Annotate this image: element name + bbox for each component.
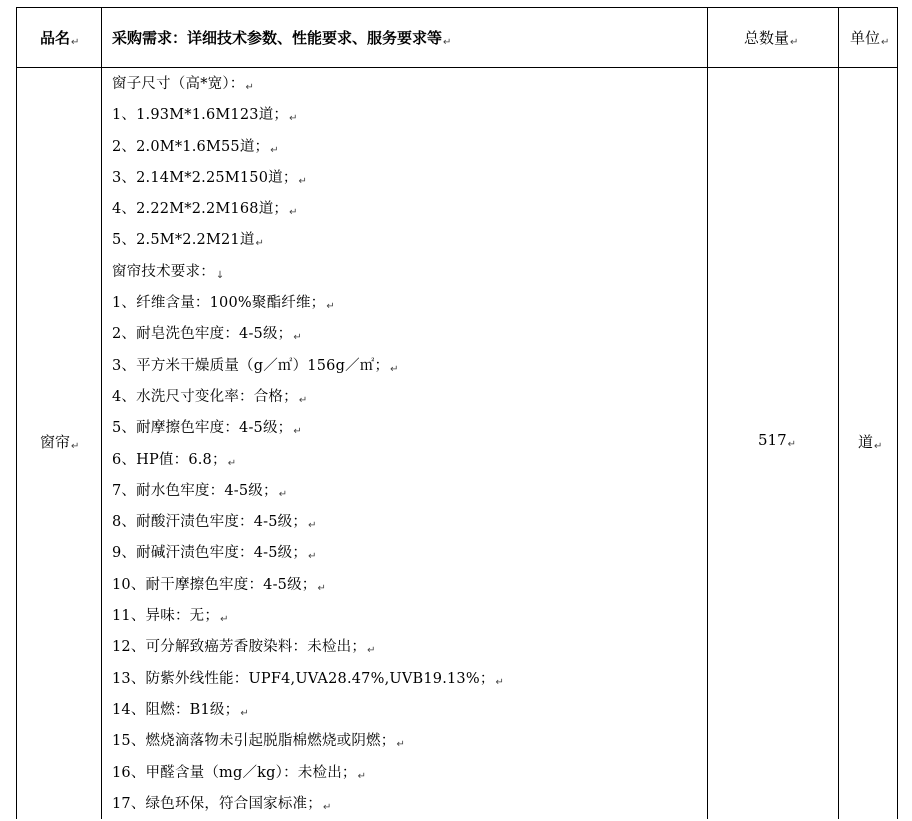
header-requirements: 采购需求：详细技术参数、性能要求、服务要求等↵ [112, 29, 452, 48]
requirement-line: 3、平方米干燥质量（g／㎡）156g／㎡；↵ [112, 357, 399, 375]
requirement-line: 16、甲醛含量（mg／kg）：未检出；↵ [112, 764, 367, 782]
requirement-line: 窗子尺寸（高*宽）：↵ [112, 76, 255, 93]
requirements-list [112, 69, 504, 820]
header-unit: 单位↵ [850, 29, 890, 48]
requirement-line: 5、耐摩擦色牢度：4-5级；↵ [112, 420, 302, 438]
header-product-name: 品名↵ [40, 29, 80, 48]
requirement-line: 7、耐水色牢度：4-5级；↵ [112, 482, 288, 500]
requirement-line: 5、2.5M*2.2M21道↵ [112, 232, 265, 250]
product-name-cell: 窗帘↵ [40, 433, 80, 452]
requirement-line: 10、耐干摩擦色牢度：4-5级；↵ [112, 576, 327, 594]
procurement-table [16, 7, 898, 819]
requirement-line: 15、燃烧滴落物未引起脱脂棉燃烧或阴燃；↵ [112, 733, 406, 751]
quantity-cell: 517↵ [758, 431, 797, 450]
requirement-line: 8、耐酸汗渍色牢度：4-5级；↵ [112, 514, 317, 532]
requirement-line: 14、阻燃：B1级；↵ [112, 701, 249, 719]
requirement-line: 9、耐碱汗渍色牢度：4-5级；↵ [112, 545, 317, 563]
requirement-line: 4、水洗尺寸变化率：合格；↵ [112, 388, 308, 406]
requirement-line: 1、1.93M*1.6M123道；↵ [112, 107, 298, 125]
column-divider [707, 7, 708, 819]
unit-cell: 道↵ [858, 433, 883, 452]
table-border-top [16, 7, 898, 8]
header-divider [16, 67, 898, 68]
requirement-line: 12、可分解致癌芳香胺染料：未检出；↵ [112, 639, 376, 657]
requirement-line: 3、2.14M*2.25M150道；↵ [112, 169, 308, 187]
requirement-line: 窗帘技术要求：↓ [112, 263, 225, 281]
header-total-quantity: 总数量↵ [744, 29, 799, 48]
table-border-right [897, 7, 898, 819]
column-divider [101, 7, 102, 819]
requirement-line: 2、耐皂洗色牢度：4-5级；↵ [112, 326, 302, 344]
requirement-line: 13、防紫外线性能：UPF4,UVA28.47%,UVB19.13%；↵ [112, 670, 505, 688]
requirement-line: 2、2.0M*1.6M55道；↵ [112, 138, 279, 156]
column-divider [838, 7, 839, 819]
table-border-left [16, 7, 17, 819]
requirement-line: 6、HP值：6.8；↵ [112, 451, 237, 469]
requirement-line: 1、纤维含量：100%聚酯纤维；↵ [112, 295, 335, 313]
requirement-line: 17、绿色环保，符合国家标准；↵ [112, 795, 332, 813]
requirement-line: 4、2.22M*2.2M168道；↵ [112, 201, 298, 219]
requirement-line: 11、异味：无；↵ [112, 608, 229, 626]
